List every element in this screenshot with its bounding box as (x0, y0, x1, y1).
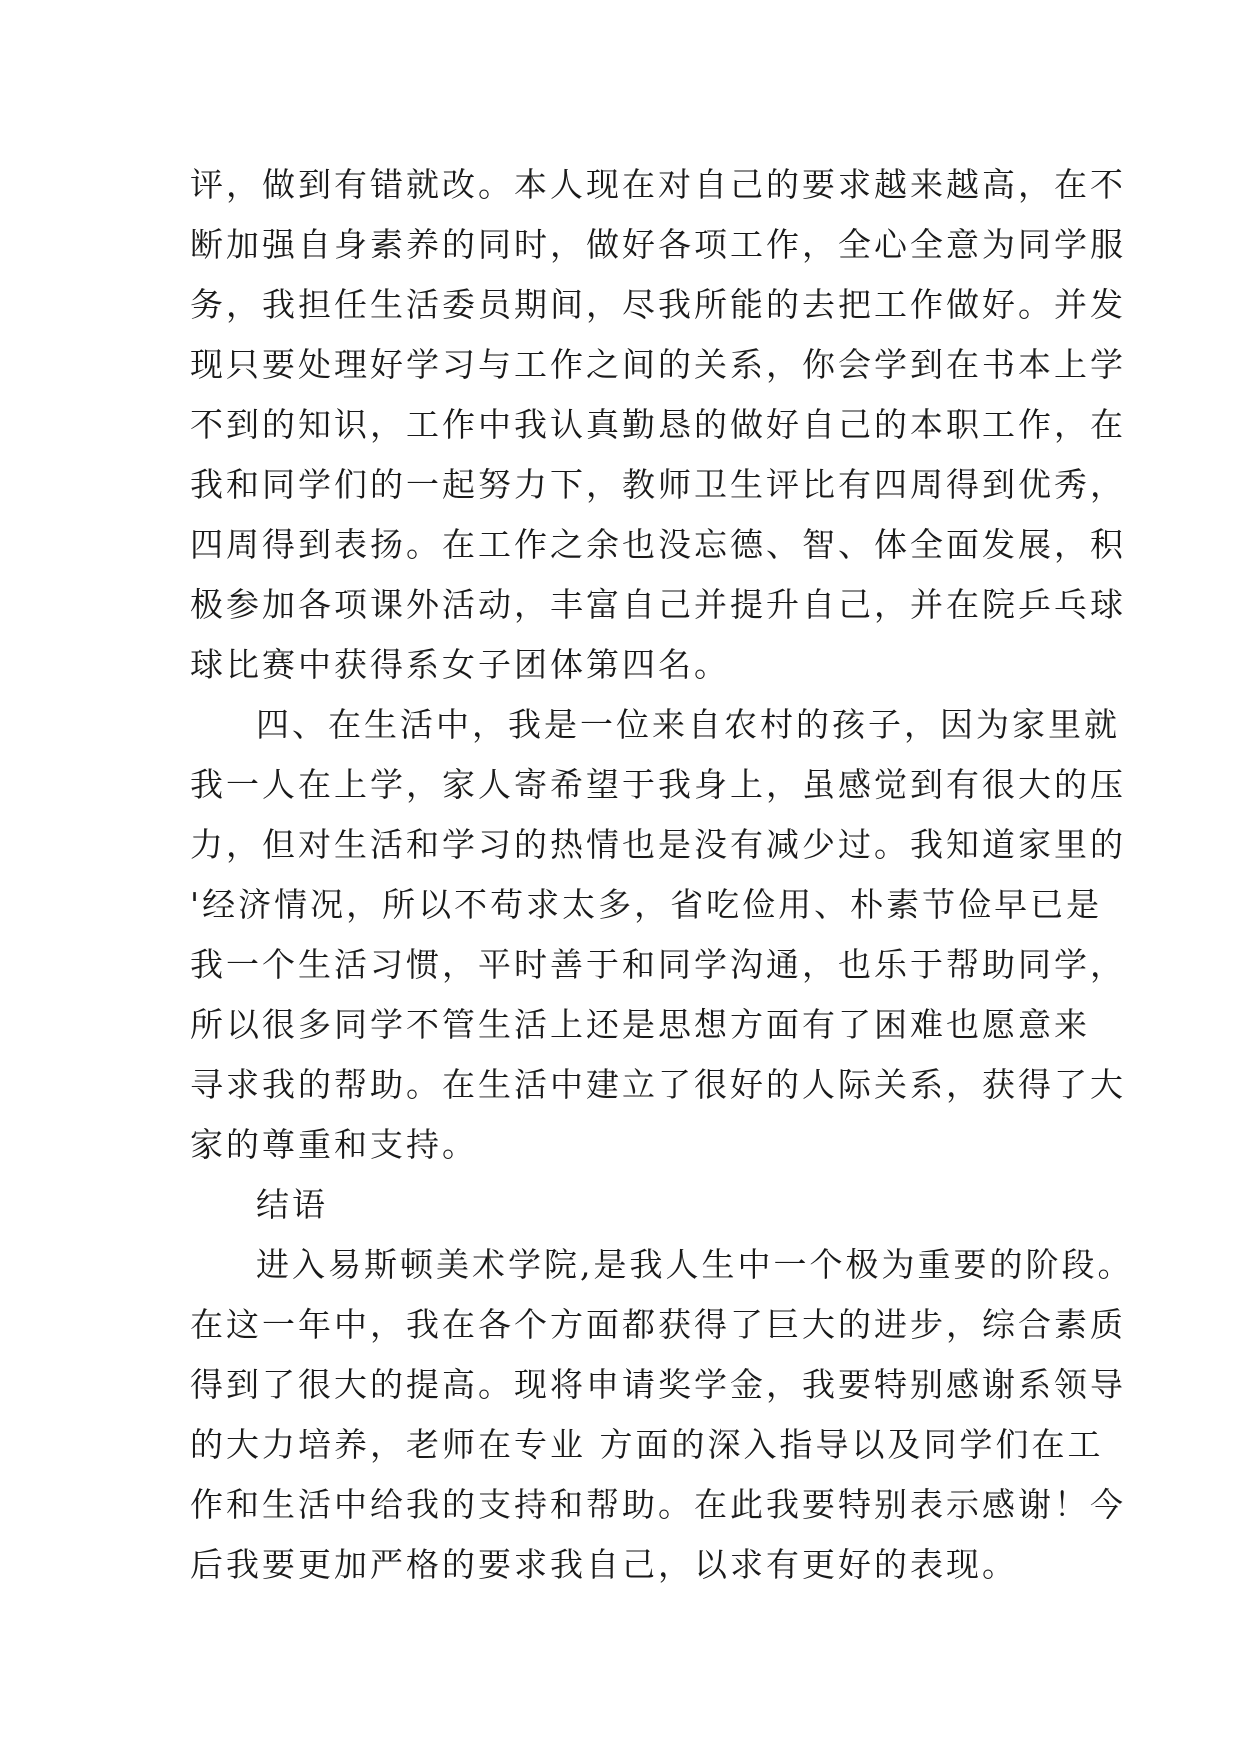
text-line: 不到的知识，工作中我认真勤恳的做好自己的本职工作，在 (190, 405, 1126, 444)
text-line: 后我要更加严格的要求我自己，以求有更好的表现。 (190, 1545, 1018, 1584)
text-line: 我一人在上学，家人寄希望于我身上，虽感觉到有很大的压 (190, 765, 1126, 804)
text-line: '经济情况，所以不苟求太多，省吃俭用、朴素节俭早已是 (190, 885, 1103, 924)
text-line: 务，我担任生活委员期间，尽我所能的去把工作做好。并发 (190, 285, 1126, 324)
text-line: 断加强自身素养的同时，做好各项工作，全心全意为同学服 (190, 225, 1126, 264)
text-line: 在这一年中，我在各个方面都获得了巨大的进步，综合素质 (190, 1305, 1126, 1344)
text-line: 四周得到表扬。在工作之余也没忘德、智、体全面发展，积 (190, 525, 1126, 564)
text-line: 结语 (256, 1185, 328, 1224)
text-line: 评，做到有错就改。本人现在对自己的要求越来越高，在不 (190, 165, 1126, 204)
text-line: 所以很多同学不管生活上还是思想方面有了困难也愿意来 (190, 1005, 1090, 1044)
document-body (190, 155, 1134, 1595)
text-line: 球比赛中获得系女子团体第四名。 (190, 645, 730, 684)
text-line: 四、在生活中，我是一位来自农村的孩子，因为家里就 (256, 705, 1120, 744)
text-line: 极参加各项课外活动，丰富自己并提升自己，并在院乒乓球 (190, 585, 1126, 624)
text-line: 的大力培养，老师在专业 方面的深入指导以及同学们在工 (190, 1425, 1104, 1464)
text-line: 我一个生活习惯，平时善于和同学沟通，也乐于帮助同学， (190, 945, 1126, 984)
text-line: 力，但对生活和学习的热情也是没有减少过。我知道家里的 (190, 825, 1126, 864)
text-line: 我和同学们的一起努力下，教师卫生评比有四周得到优秀， (190, 465, 1126, 504)
text-line: 得到了很大的提高。现将申请奖学金，我要特别感谢系领导 (190, 1365, 1126, 1404)
text-line: 家的尊重和支持。 (190, 1125, 478, 1164)
text-line: 寻求我的帮助。在生活中建立了很好的人际关系，获得了大 (190, 1065, 1126, 1104)
text-line: 作和生活中给我的支持和帮助。在此我要特别表示感谢！今 (190, 1485, 1126, 1524)
text-line: 现只要处理好学习与工作之间的关系，你会学到在书本上学 (190, 345, 1126, 384)
text-line: 进入易斯顿美术学院,是我人生中一个极为重要的阶段。 (256, 1245, 1134, 1284)
